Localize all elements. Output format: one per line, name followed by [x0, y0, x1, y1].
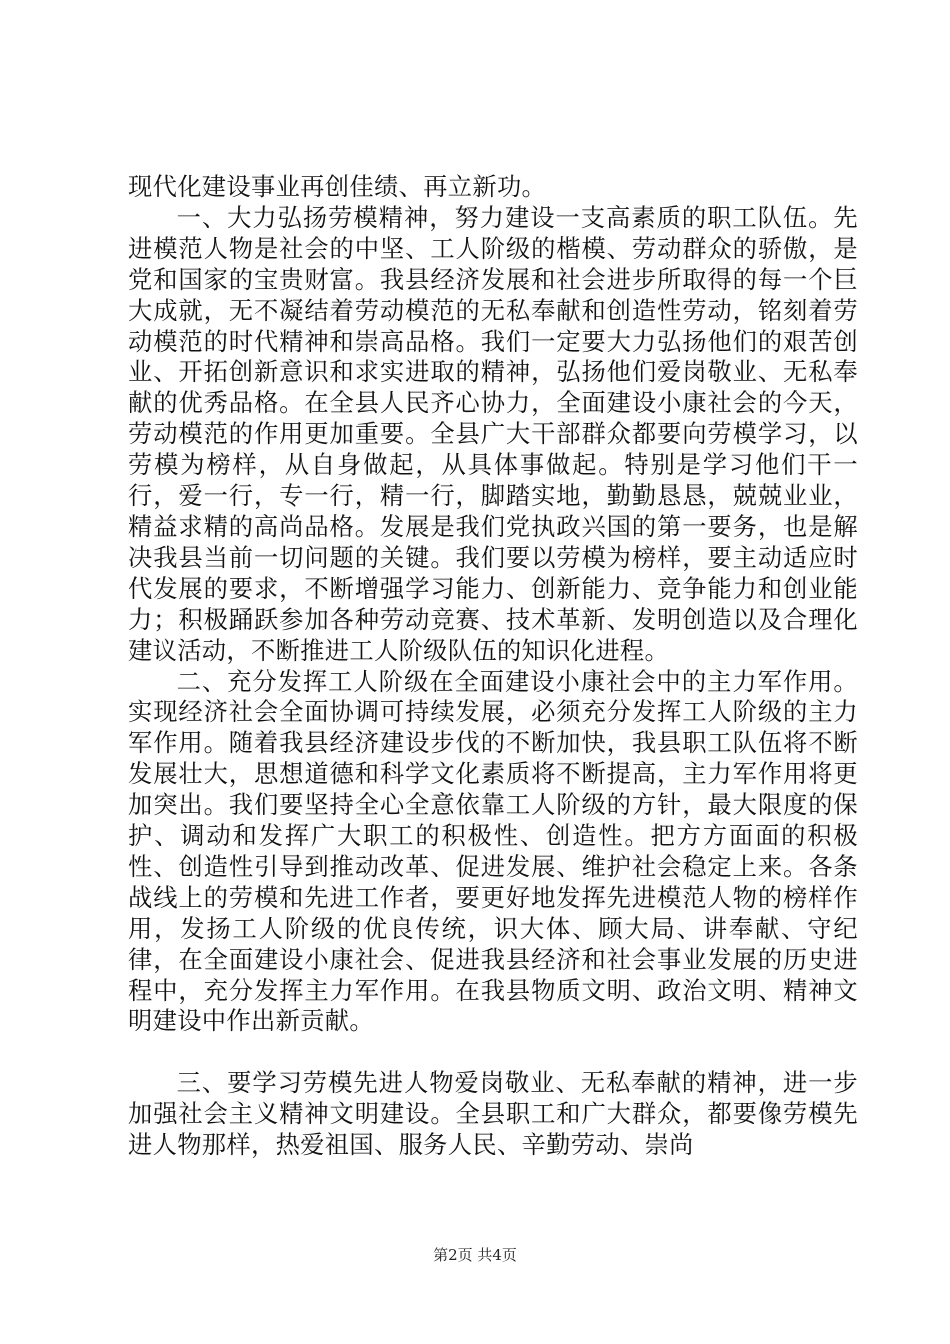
paragraph-section-two: 二、充分发挥工人阶级在全面建设小康社会中的主力军作用。实现经济社会全面协调可持续发展，必须充分发挥工人阶级的主力军作用。随着我县经济建设步伐的不断加快，我县职工队伍将不断发展壮大，思想道德和科学文化素质将不断提高，主力军作用将更加突出。我们要坚持全心全意依靠工人阶级的方针，最大限度的保护、调动和发挥广大职工的积极性、创造性。把方方面面的积极性、创造性引导到推动改革、促进发展、维护社会稳定上来。各条战线上的劳模和先进工作者，要更好地发挥先进模范人物的榜样作用，发扬工人阶级的优良传统，识大体、顾大局、讲奉献、守纪律，在全面建设小康社会、促进我县经济和社会事业发展的历史进程中，充分发挥主力军作用。在我县物质文明、政治文明、精神文明建设中作出新贡献。 — [128, 666, 858, 1036]
paragraph-continuation: 现代化建设事业再创佳绩、再立新功。 — [128, 172, 547, 201]
page-footer: 第2页 共4页 — [433, 1246, 517, 1264]
paragraph-section-three: 三、要学习劳模先进人物爱岗敬业、无私奉献的精神，进一步加强社会主义精神文明建设。全县职工和广大群众，都要像劳模先进人物那样，热爱祖国、服务人民、辛勤劳动、崇尚 — [128, 1068, 858, 1160]
document-body — [128, 172, 858, 1161]
paragraph-section-one: 一、大力弘扬劳模精神，努力建设一支高素质的职工队伍。先进模范人物是社会的中坚、工人阶级的楷模、劳动群众的骄傲，是党和国家的宝贵财富。我县经济发展和社会进步所取得的每一个巨大成就，无不凝结着劳动模范的无私奉献和创造性劳动，铭刻着劳动模范的时代精神和崇高品格。我们一定要大力弘扬他们的艰苦创业、开拓创新意识和求实进取的精神，弘扬他们爱岗敬业、无私奉献的优秀品格。在全县人民齐心协力，全面建设小康社会的今天，劳动模范的作用更加重要。全县广大干部群众都要向劳模学习，以劳模为榜样，从自身做起，从具体事做起。特别是学习他们干一行，爱一行，专一行，精一行，脚踏实地，勤勤恳恳，兢兢业业，精益求精的高尚品格。发展是我们党执政兴国的第一要务，也是解决我县当前一切问题的关键。我们要以劳模为榜样，要主动适应时代发展的要求，不断增强学习能力、创新能力、竞争能力和创业能力；积极踊跃参加各种劳动竞赛、技术革新、发明创造以及合理化建议活动，不断推进工人阶级队伍的知识化进程。 — [128, 202, 858, 665]
